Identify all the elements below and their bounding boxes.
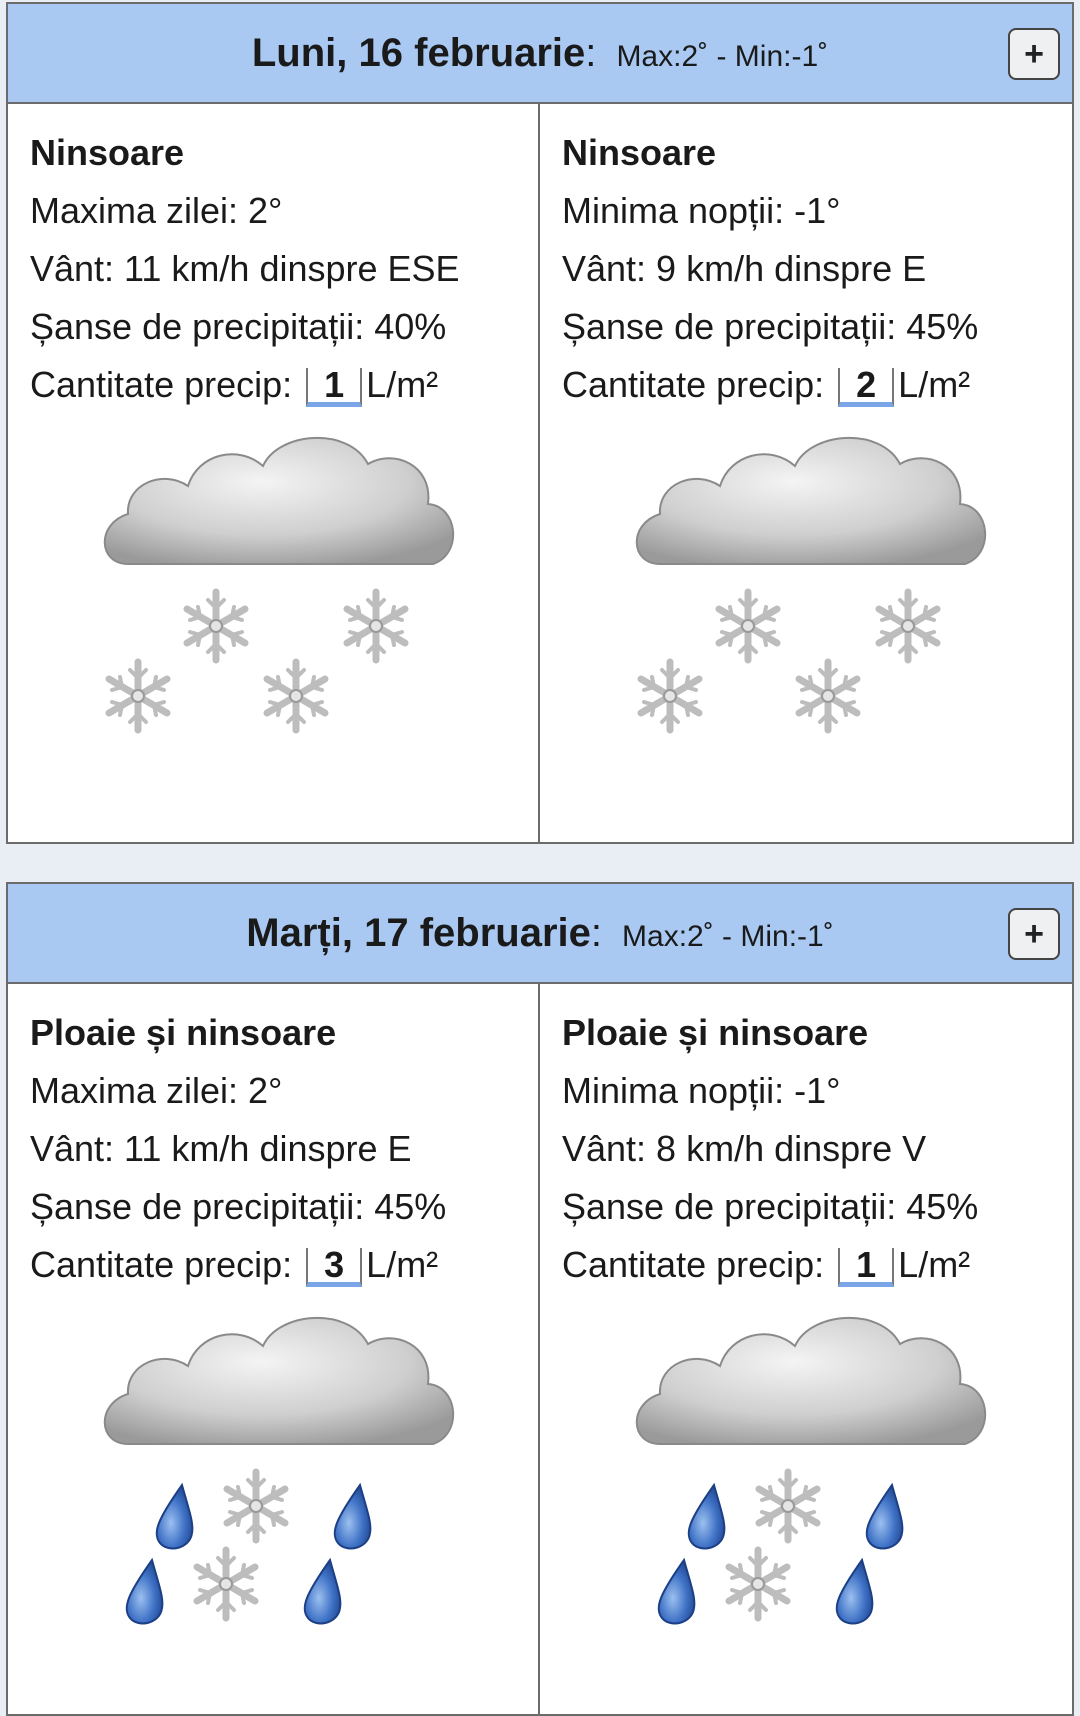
precip-value: 1 [838,1248,894,1287]
precip-value: 3 [306,1248,362,1287]
night-period [540,984,1072,1714]
condition-label: Ploaie și ninsoare [562,1012,869,1053]
precip-amount: Cantitate precip: 1 L/m² [30,364,439,405]
precip-value: 1 [306,368,362,407]
wind: Vânt: 8 km/h dinspre V [562,1128,927,1169]
expand-button[interactable]: + [1008,908,1060,960]
forecast-day-card [6,2,1074,844]
precip-amount: Cantitate precip: 2 L/m² [562,364,971,405]
day-header[interactable]: Luni, 16 februarie: Max:2˚ - Min:-1˚ + [8,4,1072,104]
night-period [540,104,1072,842]
precip-chance: Șanse de precipitații: 45% [562,306,979,347]
snow-icon [68,414,488,784]
precip-amount: Cantitate precip: 3 L/m² [30,1244,439,1285]
rain-snow-icon [68,1294,488,1664]
day-temps: Max:2˚ - Min:-1˚ [616,39,829,73]
wind: Vânt: 11 km/h dinspre E [30,1128,412,1169]
max-temp: Maxima zilei: 2° [30,190,283,231]
day-date: Luni, 16 februarie [251,30,586,75]
precip-amount: Cantitate precip: 1 L/m² [562,1244,971,1285]
wind: Vânt: 9 km/h dinspre E [562,248,927,289]
forecast-day-card [6,882,1074,1716]
day-date: Marți, 17 februarie [246,910,591,955]
rain-snow-icon [600,1294,1020,1664]
precip-chance: Șanse de precipitații: 40% [30,306,447,347]
max-temp: Maxima zilei: 2° [30,1070,283,1111]
min-temp: Minima nopții: -1° [562,190,841,231]
precip-value: 2 [838,368,894,407]
day-header[interactable]: Marți, 17 februarie: Max:2˚ - Min:-1˚ + [8,884,1072,984]
day-temps: Max:2˚ - Min:-1˚ [622,919,834,953]
precip-chance: Șanse de precipitații: 45% [30,1186,447,1227]
precip-chance: Șanse de precipitații: 45% [562,1186,979,1227]
condition-label: Ninsoare [30,132,185,173]
snow-icon [600,414,1020,784]
wind: Vânt: 11 km/h dinspre ESE [30,248,460,289]
condition-label: Ploaie și ninsoare [30,1012,337,1053]
day-period [8,104,540,842]
day-period [8,984,540,1714]
min-temp: Minima nopții: -1° [562,1070,841,1111]
expand-button[interactable]: + [1008,28,1060,80]
condition-label: Ninsoare [562,132,717,173]
